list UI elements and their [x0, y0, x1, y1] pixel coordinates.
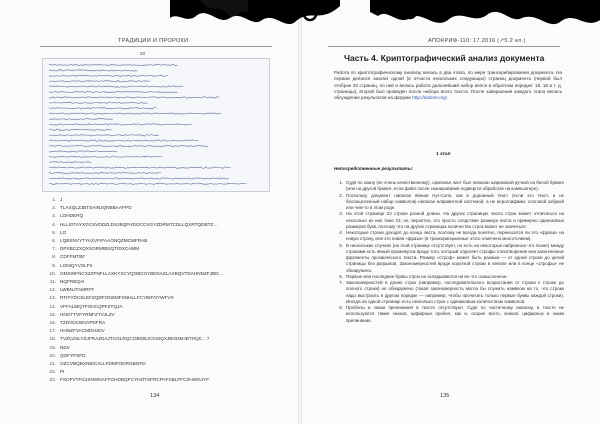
listing-line-number: 22. — [49, 369, 56, 375]
handwriting-stroke — [49, 178, 229, 180]
handwriting-stroke — [49, 102, 148, 104]
listing-line-number: 5. — [52, 229, 56, 235]
handwriting-stroke — [49, 118, 113, 120]
result-text: Закономерностей в длине строк (например, последовательного возрастания от строки к строке до полного строки) не обнаружено (такая закономерность могла бы служить намёком на то, что строки надо выстроить в другом порядке — например, чтобы прочитать только первые буквы каждой строки). Иногда на одной странице есть несколько строк с одинаковым количеством символов. — [346, 280, 564, 304]
listing-line — [44, 311, 274, 319]
listing-line — [44, 196, 274, 204]
figure-number: 20 — [140, 51, 146, 56]
listing-line-text: LGNIQYVSLFS — [60, 262, 93, 268]
listing-line-text: NQFRBQAI — [60, 279, 85, 285]
page-gutter — [298, 0, 302, 424]
listing-line-text: QOFYFSFD — [60, 352, 86, 358]
listing-line — [44, 368, 274, 376]
handwriting-stroke — [49, 140, 198, 142]
listing-line-text: LO — [60, 229, 67, 235]
left-ornament-icon — [170, 0, 340, 32]
result-number: 3. — [339, 211, 343, 217]
results-list — [334, 180, 564, 324]
result-text: На этой странице 23 строки разной длины. На других страницах число строк может отличаться на несколько их них тоже 23, но, вероятно, это просто следствие размера листа и примерно одинаковых размеров букв, поэтому что на других страницах количество строк может не значиться. — [346, 211, 564, 229]
result-number: 4. — [339, 230, 343, 235]
handwriting-stroke — [49, 86, 183, 88]
manuscript-scan — [42, 58, 270, 192]
listing-line-number: 1. — [52, 197, 56, 202]
handwriting-stroke — [49, 75, 168, 77]
listing-line — [44, 204, 274, 212]
listing-line-text: RTIFYDCSLEFZQDFONSMFSNHLLFCYBIFOYWFVX — [60, 295, 174, 301]
result-text: Первые или последние буквы строк не складываются ни во что осмысленное. — [346, 273, 508, 279]
result-number: 5. — [339, 242, 343, 248]
listing-line — [44, 344, 274, 352]
forum-link[interactable]: http://eldorer.org/ — [412, 95, 448, 101]
right-page-number: 135 — [440, 393, 450, 399]
listing-line-text: J — [60, 197, 63, 202]
right-running-head: АПОКРИФ-110: 17.2016 (↗5.2 ел.) — [428, 38, 526, 44]
listing-line-number: 13. — [49, 295, 56, 301]
listing-line-number: 18. — [49, 336, 56, 342]
result-number: 8. — [339, 305, 343, 310]
listing-line-text: HHNZFVACMDHJDV — [60, 328, 105, 334]
listing-line — [44, 237, 274, 245]
result-text: Поскольку документ написан явным Hyr-Cons, как в дорожный текст (если это текст, а не бессмысленный набор символов) написан алфавитной системой, а не иероглифами, слоговой азбукой или чем-то в этом роде. — [346, 192, 564, 210]
listing-line-number: 19. — [49, 344, 56, 350]
handwriting-stroke — [49, 124, 191, 126]
listing-line — [44, 229, 274, 237]
result-text: Судя по скану (не очень качественному), оригинал лист был написан шариковой ручкой на белой бумаге (или на другой бумаге, если файл после сканирования подвергся обработке на компьютере). — [346, 180, 564, 192]
result-item — [334, 193, 564, 212]
intro-text: Работа по криптографическому анализу велась в два этапа, по мере транскрибирования документа. На первом делался анализ одной (в отчасти нескольких следующих) страниц документа (первой был отобран 20 страниц, по ней и велась работа дальнейший набор велся в обратном порядке: 19, 18 и т. д. страницы), второй был проведён после набора всего текста. После завершения каждого этапа велось обсуждение результатов на форуме — [334, 70, 562, 101]
result-item — [334, 180, 564, 193]
stage-label: 1 этап — [436, 152, 451, 157]
intro-paragraph — [334, 70, 562, 101]
listing-line-text: LQBSNVYTYAXVFIFAAONQZMCMFRAB — [60, 238, 148, 244]
listing-line-number: 16. — [49, 320, 56, 326]
listing-line — [44, 327, 274, 335]
result-text: Некоторые строки доходят до конца листа, поэтому не всегда понятно, переносится ли это «фраза» на новую строку, или это новая «фраза» (в транскрипционные этого отмечено многоточием). — [346, 230, 564, 242]
left-page-number: 134 — [150, 393, 160, 399]
listing-line-text: OMXWFNCXZZFNFLLAXKYXCYQOBCSYBDSAZLAXBQVTDAHNNZFJBD… — [60, 270, 224, 276]
result-number: 2. — [339, 192, 343, 198]
result-number: 7. — [339, 280, 343, 285]
listing-line — [44, 376, 274, 384]
listing-line-number: 4. — [52, 221, 56, 227]
handwriting-stroke — [49, 80, 150, 82]
handwriting-stroke — [49, 113, 221, 115]
listing-line — [44, 360, 274, 368]
result-number: 6. — [339, 273, 343, 279]
handwriting-stroke — [49, 167, 231, 169]
listing-line-text: DPXBCZXQXSORMIBSQTIDXCAMM — [60, 246, 140, 252]
handwriting-stroke — [49, 183, 246, 185]
listing-line — [44, 270, 274, 278]
listing-line-number: 8. — [52, 254, 56, 260]
listing-line-text: LOHDERQ — [60, 213, 84, 219]
result-text: Пробелы и знаки препинания в тексте отсутствуют. Судя по частичному анализу, в тексте не используются также знаков, цифирных пробел, как и, скорее всего, знаков, цифирных и знаки препинания. — [346, 305, 564, 323]
listing-line-number: 14. — [49, 303, 56, 309]
listing-line-text: CDFFMTBF — [60, 254, 86, 260]
listing-line-number: 21. — [49, 361, 56, 367]
right-ornament-icon — [370, 0, 600, 32]
listing-line-text: HNGTTVFYRNFZTVJLZV — [60, 311, 115, 317]
listing-line — [44, 278, 274, 286]
listing-line — [44, 319, 274, 327]
listing-line — [44, 294, 274, 302]
listing-line-number: 3. — [52, 213, 56, 219]
handwriting-stroke — [49, 134, 159, 136]
listing-line-text: OZCVBQBXNBICALLFDMFODRGBOFD — [60, 361, 146, 367]
listing-line-text: TLAXQLZJBTSAINJQNBBAAFPO — [60, 205, 132, 211]
results-heading: Непосредственные результаты: — [334, 166, 414, 171]
result-number: 1. — [339, 180, 343, 185]
listing-line-number: 20. — [49, 352, 56, 358]
handwriting-stroke — [49, 91, 177, 93]
listing-line-number: 11. — [49, 279, 56, 285]
handwriting-stroke — [49, 64, 177, 66]
listing-line — [44, 335, 274, 343]
listing-line-text: HLLIOTAYXGCSVDDZLDSJBQFHDOCCXGYZDRMTCDLLQXRTQDBTZ… — [60, 221, 219, 227]
handwriting-stroke — [49, 151, 117, 153]
handwriting-stroke — [49, 162, 91, 164]
result-item — [334, 280, 564, 305]
left-header-rule — [40, 46, 272, 47]
listing-line-number: 6. — [52, 238, 56, 244]
listing-line-number: 23. — [49, 377, 56, 383]
listing-line-text: VFFALMQTFOHCQPFZTQJA — [60, 303, 123, 309]
listing-line — [44, 262, 274, 270]
handwriting-stroke — [49, 107, 157, 109]
transcription-list — [44, 196, 274, 385]
listing-line-text: FSOFVTFGJSNWNAFFOHDBQFCYHOTSFRCPAFSBLFFCZHWGJYF — [60, 377, 210, 383]
listing-line — [44, 286, 274, 294]
listing-line — [44, 253, 274, 261]
listing-line-number: 10. — [49, 270, 56, 276]
listing-line-number: 2. — [52, 205, 56, 211]
listing-line-text: TVZCZSLYZJFRAZDAJTCGLRQCOBGBJCGSIQXJBODMJBTHQC…? — [60, 336, 210, 342]
handwriting-scan-image — [43, 59, 269, 191]
handwriting-stroke — [49, 172, 161, 174]
handwriting-stroke — [49, 145, 208, 147]
handwriting-stroke — [49, 97, 219, 99]
listing-line-number: 15. — [49, 311, 56, 317]
listing-line-text: NDV — [60, 344, 70, 350]
listing-line-number: 7. — [52, 246, 56, 252]
listing-line-number: 12. — [49, 287, 56, 293]
listing-line — [44, 245, 274, 253]
listing-line — [44, 212, 274, 220]
listing-line-text: PI — [60, 369, 65, 375]
listing-line — [44, 303, 274, 311]
handwriting-stroke — [49, 70, 138, 72]
part-title: Часть 4. Криптографический анализ документа — [344, 53, 545, 63]
left-running-head: ТРАДИЦИИ И ПРОРОКИ — [118, 38, 189, 44]
result-item — [334, 243, 564, 274]
result-item — [334, 305, 564, 324]
result-item — [334, 230, 564, 243]
listing-line-text: TZDVDCIBVAPDFRA — [60, 320, 106, 326]
listing-line-text: LWBNJTAMRFF — [60, 287, 95, 293]
right-header-rule — [328, 46, 560, 47]
listing-line-number: 17. — [49, 328, 56, 334]
handwriting-stroke — [49, 129, 112, 131]
listing-line-number: 9. — [52, 262, 56, 268]
listing-line — [44, 352, 274, 360]
handwriting-stroke — [49, 156, 162, 158]
result-item — [334, 211, 564, 230]
listing-line — [44, 221, 274, 229]
result-text: В нескольких случаях (на этой странице отсутствует, но есть на некоторых набранных что позже) между строками есть явный промежуток вроде того, который отделяет строфы стихотворения или законченные фрагменты прозаического текста. Размер «строф» может быть разным — от одной строки до целой страницы без разрывов. Закономерностей вроде короткой строки в начале или в конце «строфы» не обнаружено. — [346, 242, 564, 273]
